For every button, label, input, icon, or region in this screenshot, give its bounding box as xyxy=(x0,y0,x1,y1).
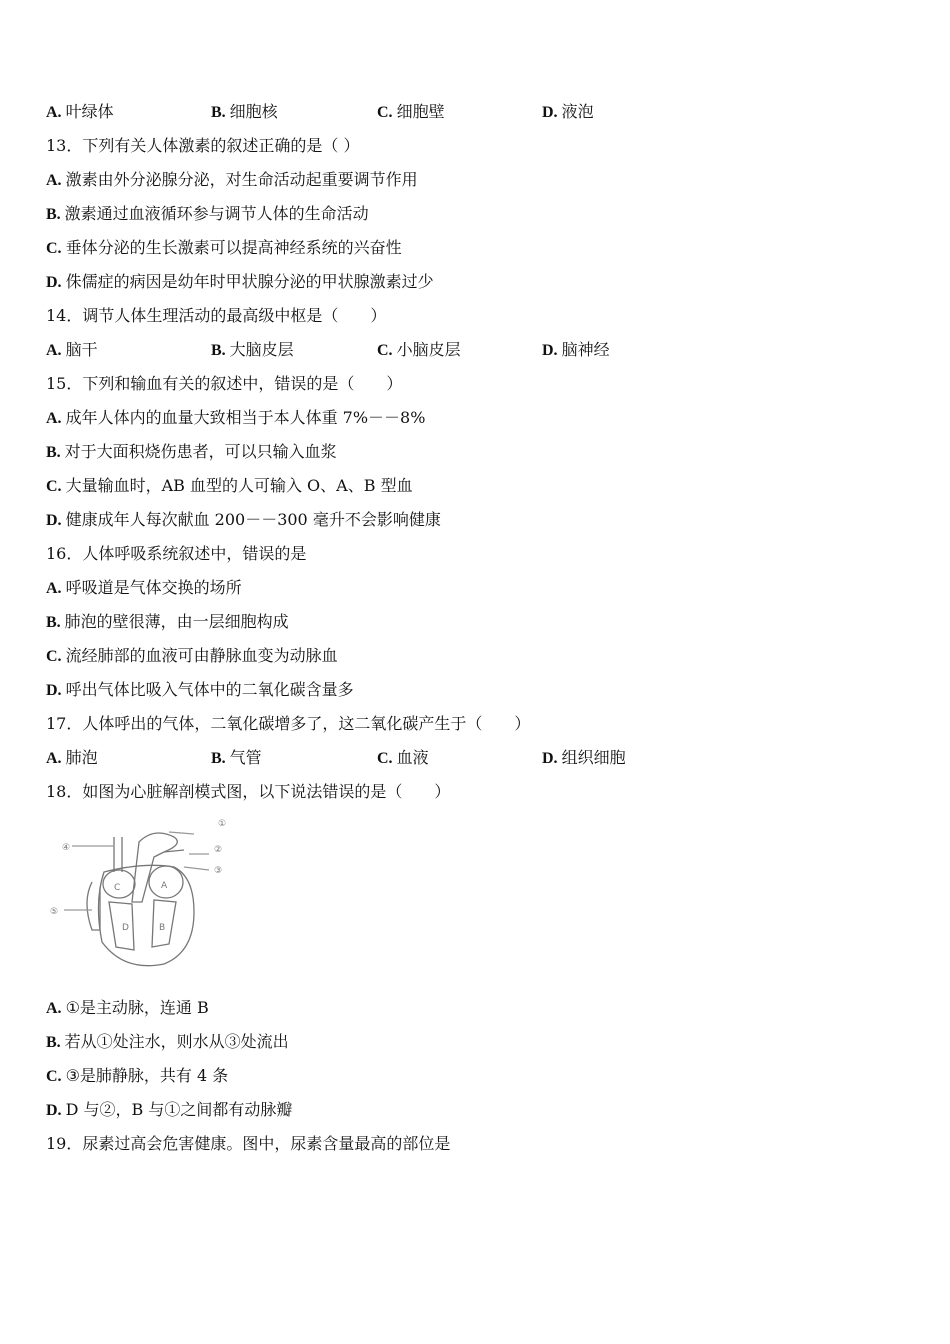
q18-stem: 18．如图为心脏解剖模式图，以下说法错误的是（ ） xyxy=(46,782,451,801)
option-label: C. xyxy=(377,342,393,359)
option-text: 大脑皮层 xyxy=(229,340,294,359)
q12-option-b xyxy=(211,102,278,123)
q12-option-c xyxy=(377,102,445,123)
option-text: 组织细胞 xyxy=(561,748,626,767)
q19-stem: 19．尿素过高会危害健康。图中，尿素含量最高的部位是 xyxy=(46,1134,451,1153)
option-label: B. xyxy=(46,206,61,223)
q17-option-b xyxy=(211,748,262,769)
option-text: 侏儒症的病因是幼年时甲状腺分泌的甲状腺激素过少 xyxy=(65,272,434,291)
q15-option-a xyxy=(46,408,425,429)
label-3: ③ xyxy=(214,866,223,876)
option-label: C. xyxy=(46,1068,62,1085)
q13-option-c xyxy=(46,238,402,259)
heart-outline xyxy=(98,865,194,965)
label-c: C xyxy=(114,883,121,893)
option-label: C. xyxy=(46,478,62,495)
heart-diagram xyxy=(44,812,244,977)
option-label: B. xyxy=(211,104,226,121)
q18-option-d xyxy=(46,1100,292,1121)
q15-option-b xyxy=(46,442,337,463)
option-label: B. xyxy=(211,750,226,767)
q16-option-b xyxy=(46,612,289,633)
option-text: 对于大面积烧伤患者，可以只输入血浆 xyxy=(64,442,337,461)
option-label: D. xyxy=(46,1102,62,1119)
q15-stem: 15．下列和输血有关的叙述中，错误的是（ ） xyxy=(46,374,403,393)
option-text: 叶绿体 xyxy=(65,102,114,121)
option-label: B. xyxy=(46,614,61,631)
q17-option-c xyxy=(377,748,429,769)
option-text: 脑神经 xyxy=(561,340,610,359)
q18-option-c xyxy=(46,1066,228,1087)
q16-option-c xyxy=(46,646,338,667)
q15-option-d xyxy=(46,510,441,531)
q15-option-c xyxy=(46,476,413,497)
option-label: A. xyxy=(46,580,62,597)
option-label: A. xyxy=(46,342,62,359)
option-text: 健康成年人每次献血 200－－300 毫升不会影响健康 xyxy=(65,510,441,529)
option-text: 脑干 xyxy=(65,340,98,359)
option-text: 液泡 xyxy=(561,102,594,121)
label-b: B xyxy=(159,923,166,933)
q14-stem: 14．调节人体生理活动的最高级中枢是（ ） xyxy=(46,306,387,325)
option-label: D. xyxy=(46,274,62,291)
option-text: 成年人体内的血量大致相当于本人体重 7%－－8% xyxy=(65,408,426,427)
option-label: A. xyxy=(46,104,62,121)
option-label: C. xyxy=(46,648,62,665)
q18-option-a xyxy=(46,998,209,1019)
q13-stem: 13．下列有关人体激素的叙述正确的是（ ） xyxy=(46,136,360,155)
option-text: 大量输血时，AB 血型的人可输入 O、A、B 型血 xyxy=(65,476,413,495)
option-label: A. xyxy=(46,172,62,189)
q14-option-d xyxy=(542,340,610,361)
option-label: C. xyxy=(377,750,393,767)
vena-cava-top xyxy=(114,837,122,872)
option-label: D. xyxy=(46,682,62,699)
option-label: D. xyxy=(542,342,558,359)
q13-option-b xyxy=(46,204,369,225)
option-text: 肺泡的壁很薄，由一层细胞构成 xyxy=(64,612,289,631)
option-text: 垂体分泌的生长激素可以提高神经系统的兴奋性 xyxy=(65,238,402,257)
option-label: D. xyxy=(542,750,558,767)
option-text: 细胞核 xyxy=(229,102,278,121)
option-label: A. xyxy=(46,750,62,767)
option-label: B. xyxy=(211,342,226,359)
option-label: D. xyxy=(542,104,558,121)
q17-stem: 17．人体呼出的气体，二氧化碳增多了，这二氧化碳产生于（ ） xyxy=(46,714,531,733)
q12-option-d xyxy=(542,102,594,123)
q18-option-b xyxy=(46,1032,289,1053)
q16-option-d xyxy=(46,680,354,701)
label-2: ② xyxy=(214,845,223,855)
option-label: A. xyxy=(46,1000,62,1017)
option-text: D 与②，B 与①之间都有动脉瓣 xyxy=(65,1100,293,1119)
option-text: 激素由外分泌腺分泌，对生命活动起重要调节作用 xyxy=(65,170,418,189)
q14-option-c xyxy=(377,340,461,361)
option-label: D. xyxy=(46,512,62,529)
option-text: 小脑皮层 xyxy=(396,340,461,359)
q13-option-d xyxy=(46,272,434,293)
option-text: 流经肺部的血液可由静脉血变为动脉血 xyxy=(65,646,338,665)
aorta xyxy=(132,833,177,902)
option-label: A. xyxy=(46,410,62,427)
q14-option-b xyxy=(211,340,294,361)
option-text: ③是肺静脉，共有 4 条 xyxy=(65,1066,229,1085)
option-text: ①是主动脉，连通 B xyxy=(65,998,209,1017)
label-4: ④ xyxy=(62,843,71,853)
q17-option-d xyxy=(542,748,626,769)
q14-option-a xyxy=(46,340,98,361)
q17-option-a xyxy=(46,748,98,769)
option-text: 肺泡 xyxy=(65,748,98,767)
q12-option-a xyxy=(46,102,114,123)
option-text: 呼吸道是气体交换的场所 xyxy=(65,578,242,597)
label-5: ⑤ xyxy=(50,907,59,917)
option-label: B. xyxy=(46,1034,61,1051)
option-text: 若从①处注水，则水从③处流出 xyxy=(64,1032,289,1051)
option-text: 呼出气体比吸入气体中的二氧化碳含量多 xyxy=(65,680,354,699)
q16-option-a xyxy=(46,578,242,599)
option-text: 气管 xyxy=(229,748,262,767)
label-d: D xyxy=(122,923,129,933)
q13-option-a xyxy=(46,170,418,191)
option-label: B. xyxy=(46,444,61,461)
option-label: C. xyxy=(46,240,62,257)
q16-stem: 16．人体呼吸系统叙述中，错误的是 xyxy=(46,544,307,563)
option-label: C. xyxy=(377,104,393,121)
option-text: 细胞壁 xyxy=(396,102,445,121)
label-1: ① xyxy=(218,819,227,829)
label-a: A xyxy=(161,881,168,891)
option-text: 血液 xyxy=(396,748,429,767)
option-text: 激素通过血液循环参与调节人体的生命活动 xyxy=(64,204,369,223)
